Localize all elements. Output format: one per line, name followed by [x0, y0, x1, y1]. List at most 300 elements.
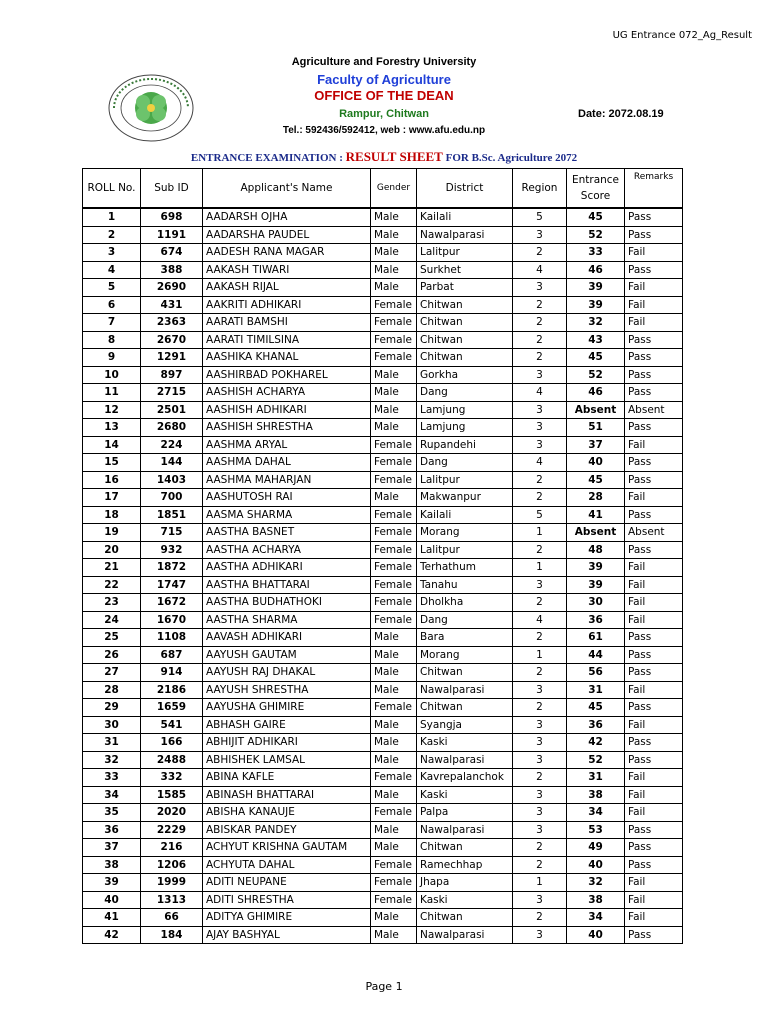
roll-no-cell: 20: [83, 541, 141, 559]
region-cell: 2: [513, 541, 567, 559]
roll-no-cell: 1: [83, 208, 141, 226]
name-cell: AAVASH ADHIKARI: [203, 629, 371, 647]
roll-no-cell: 24: [83, 611, 141, 629]
score-cell: Absent: [567, 524, 625, 542]
score-cell: 34: [567, 804, 625, 822]
title-prefix: ENTRANCE EXAMINATION :: [190, 152, 346, 164]
result-table: [82, 168, 683, 944]
gender-cell: Female: [371, 436, 417, 454]
col-district: District: [417, 169, 513, 209]
sub-id-cell: 1670: [141, 611, 203, 629]
region-cell: 4: [513, 384, 567, 402]
table-row: [83, 629, 683, 647]
district-cell: Kaski: [417, 734, 513, 752]
district-cell: Dang: [417, 384, 513, 402]
sub-id-cell: 388: [141, 261, 203, 279]
remarks-cell: Fail: [625, 874, 683, 892]
district-cell: Nawalparasi: [417, 751, 513, 769]
district-cell: Nawalparasi: [417, 681, 513, 699]
remarks-cell: Pass: [625, 331, 683, 349]
score-cell: 46: [567, 384, 625, 402]
location: Rampur, Chitwan: [339, 108, 429, 120]
table-row: [83, 226, 683, 244]
sub-id-cell: 674: [141, 244, 203, 262]
sub-id-cell: 1108: [141, 629, 203, 647]
name-cell: ABISHA KANAUJE: [203, 804, 371, 822]
district-cell: Kailali: [417, 506, 513, 524]
table-row: [83, 839, 683, 857]
name-cell: AASHISH ADHIKARI: [203, 401, 371, 419]
score-cell: 33: [567, 244, 625, 262]
name-cell: AAKRITI ADHIKARI: [203, 296, 371, 314]
district-cell: Kaski: [417, 891, 513, 909]
sub-id-cell: 715: [141, 524, 203, 542]
score-cell: 28: [567, 489, 625, 507]
remarks-cell: Fail: [625, 314, 683, 332]
gender-cell: Female: [371, 524, 417, 542]
score-cell: 48: [567, 541, 625, 559]
region-cell: 2: [513, 769, 567, 787]
sub-id-cell: 1585: [141, 786, 203, 804]
district-cell: Parbat: [417, 279, 513, 297]
district-cell: Chitwan: [417, 699, 513, 717]
remarks-cell: Pass: [625, 261, 683, 279]
region-cell: 3: [513, 751, 567, 769]
region-cell: 3: [513, 804, 567, 822]
roll-no-cell: 16: [83, 471, 141, 489]
sub-id-cell: 2186: [141, 681, 203, 699]
remarks-cell: Pass: [625, 699, 683, 717]
district-cell: Chitwan: [417, 296, 513, 314]
score-cell: 45: [567, 471, 625, 489]
roll-no-cell: 2: [83, 226, 141, 244]
table-row: [83, 384, 683, 402]
sub-id-cell: 1313: [141, 891, 203, 909]
district-cell: Nawalparasi: [417, 226, 513, 244]
name-cell: ADITYA GHIMIRE: [203, 909, 371, 927]
score-cell: 40: [567, 856, 625, 874]
roll-no-cell: 3: [83, 244, 141, 262]
gender-cell: Female: [371, 454, 417, 472]
district-cell: Nawalparasi: [417, 821, 513, 839]
region-cell: 3: [513, 366, 567, 384]
sub-id-cell: 2229: [141, 821, 203, 839]
table-row: [83, 594, 683, 612]
name-cell: AASTHA BUDHATHOKI: [203, 594, 371, 612]
table-row: [83, 611, 683, 629]
region-cell: 3: [513, 891, 567, 909]
score-cell: 53: [567, 821, 625, 839]
table-row: [83, 681, 683, 699]
table-row: [83, 559, 683, 577]
roll-no-cell: 11: [83, 384, 141, 402]
region-cell: 2: [513, 296, 567, 314]
col-sub-id: Sub ID: [141, 169, 203, 209]
table-row: [83, 786, 683, 804]
score-cell: 37: [567, 436, 625, 454]
name-cell: ABINA KAFLE: [203, 769, 371, 787]
roll-no-cell: 30: [83, 716, 141, 734]
roll-no-cell: 12: [83, 401, 141, 419]
gender-cell: Male: [371, 926, 417, 944]
roll-no-cell: 18: [83, 506, 141, 524]
table-row: [83, 261, 683, 279]
document-tag: UG Entrance 072_Ag_Result: [612, 30, 752, 41]
roll-no-cell: 15: [83, 454, 141, 472]
roll-no-cell: 19: [83, 524, 141, 542]
sub-id-cell: 1999: [141, 874, 203, 892]
gender-cell: Female: [371, 769, 417, 787]
roll-no-cell: 41: [83, 909, 141, 927]
sub-id-cell: 2680: [141, 419, 203, 437]
roll-no-cell: 28: [83, 681, 141, 699]
region-cell: 3: [513, 226, 567, 244]
score-cell: 45: [567, 699, 625, 717]
name-cell: AASHMA MAHARJAN: [203, 471, 371, 489]
district-cell: Makwanpur: [417, 489, 513, 507]
score-cell: 40: [567, 926, 625, 944]
remarks-cell: Pass: [625, 629, 683, 647]
region-cell: 4: [513, 454, 567, 472]
remarks-cell: Pass: [625, 471, 683, 489]
district-cell: Chitwan: [417, 909, 513, 927]
roll-no-cell: 8: [83, 331, 141, 349]
score-cell: 45: [567, 208, 625, 226]
remarks-cell: Pass: [625, 384, 683, 402]
name-cell: AASTHA SHARMA: [203, 611, 371, 629]
district-cell: Lalitpur: [417, 471, 513, 489]
district-cell: Chitwan: [417, 349, 513, 367]
region-cell: 3: [513, 279, 567, 297]
col-remarks: Remarks: [625, 169, 683, 209]
table-row: [83, 541, 683, 559]
district-cell: Dang: [417, 454, 513, 472]
sub-id-cell: 431: [141, 296, 203, 314]
district-cell: Morang: [417, 646, 513, 664]
name-cell: ACHYUT KRISHNA GAUTAM: [203, 839, 371, 857]
remarks-cell: Pass: [625, 454, 683, 472]
region-cell: 3: [513, 786, 567, 804]
remarks-cell: Fail: [625, 576, 683, 594]
roll-no-cell: 31: [83, 734, 141, 752]
roll-no-cell: 40: [83, 891, 141, 909]
gender-cell: Female: [371, 331, 417, 349]
name-cell: AASHUTOSH RAI: [203, 489, 371, 507]
district-cell: Lamjung: [417, 401, 513, 419]
sub-id-cell: 541: [141, 716, 203, 734]
table-row: [83, 751, 683, 769]
region-cell: 2: [513, 594, 567, 612]
region-cell: 2: [513, 839, 567, 857]
sub-id-cell: 2715: [141, 384, 203, 402]
name-cell: AASHIKA KHANAL: [203, 349, 371, 367]
name-cell: AASTHA BHATTARAI: [203, 576, 371, 594]
name-cell: AASMA SHARMA: [203, 506, 371, 524]
table-row: [83, 349, 683, 367]
region-cell: 2: [513, 244, 567, 262]
table-row: [83, 366, 683, 384]
region-cell: 4: [513, 611, 567, 629]
score-cell: 56: [567, 664, 625, 682]
sub-id-cell: 2690: [141, 279, 203, 297]
gender-cell: Male: [371, 208, 417, 226]
name-cell: AADARSHA PAUDEL: [203, 226, 371, 244]
score-cell: 39: [567, 296, 625, 314]
name-cell: AADARSH OJHA: [203, 208, 371, 226]
gender-cell: Male: [371, 489, 417, 507]
district-cell: Kailali: [417, 208, 513, 226]
region-cell: 1: [513, 559, 567, 577]
region-cell: 2: [513, 664, 567, 682]
gender-cell: Male: [371, 734, 417, 752]
table-row: [83, 314, 683, 332]
table-row: [83, 244, 683, 262]
roll-no-cell: 39: [83, 874, 141, 892]
gender-cell: Female: [371, 296, 417, 314]
score-cell: 36: [567, 716, 625, 734]
district-cell: Morang: [417, 524, 513, 542]
faculty-name: Faculty of Agriculture: [317, 72, 451, 87]
score-cell: 46: [567, 261, 625, 279]
table-row: [83, 769, 683, 787]
name-cell: ACHYUTA DAHAL: [203, 856, 371, 874]
region-cell: 2: [513, 909, 567, 927]
table-row: [83, 471, 683, 489]
roll-no-cell: 5: [83, 279, 141, 297]
remarks-cell: Pass: [625, 226, 683, 244]
region-cell: 3: [513, 716, 567, 734]
sub-id-cell: 184: [141, 926, 203, 944]
score-cell: 30: [567, 594, 625, 612]
roll-no-cell: 36: [83, 821, 141, 839]
remarks-cell: Pass: [625, 821, 683, 839]
sub-id-cell: 1672: [141, 594, 203, 612]
region-cell: 2: [513, 629, 567, 647]
gender-cell: Male: [371, 419, 417, 437]
date: Date: 2072.08.19: [578, 108, 664, 120]
name-cell: AADESH RANA MAGAR: [203, 244, 371, 262]
name-cell: ABINASH BHATTARAI: [203, 786, 371, 804]
name-cell: AAKASH RIJAL: [203, 279, 371, 297]
score-cell: 52: [567, 366, 625, 384]
district-cell: Syangja: [417, 716, 513, 734]
district-cell: Bara: [417, 629, 513, 647]
sub-id-cell: 2488: [141, 751, 203, 769]
remarks-cell: Pass: [625, 926, 683, 944]
sub-id-cell: 66: [141, 909, 203, 927]
score-cell: 38: [567, 891, 625, 909]
table-row: [83, 419, 683, 437]
region-cell: 5: [513, 506, 567, 524]
sub-id-cell: 1747: [141, 576, 203, 594]
region-cell: 3: [513, 401, 567, 419]
remarks-cell: Pass: [625, 506, 683, 524]
remarks-cell: Pass: [625, 664, 683, 682]
name-cell: ABHIJIT ADHIKARI: [203, 734, 371, 752]
score-cell: 51: [567, 419, 625, 437]
remarks-cell: Fail: [625, 891, 683, 909]
score-cell: 40: [567, 454, 625, 472]
gender-cell: Female: [371, 506, 417, 524]
region-cell: 3: [513, 926, 567, 944]
gender-cell: Female: [371, 541, 417, 559]
district-cell: Ramechhap: [417, 856, 513, 874]
region-cell: 2: [513, 489, 567, 507]
name-cell: AARATI TIMILSINA: [203, 331, 371, 349]
gender-cell: Male: [371, 716, 417, 734]
col-gender: Gender: [371, 169, 417, 209]
region-cell: 2: [513, 699, 567, 717]
col-applicant-name: Applicant's Name: [203, 169, 371, 209]
gender-cell: Male: [371, 226, 417, 244]
remarks-cell: Fail: [625, 436, 683, 454]
district-cell: Kavrepalanchok: [417, 769, 513, 787]
page-number: Page 1: [365, 980, 403, 993]
remarks-cell: Pass: [625, 751, 683, 769]
region-cell: 2: [513, 349, 567, 367]
roll-no-cell: 22: [83, 576, 141, 594]
table-row: [83, 804, 683, 822]
sub-id-cell: 166: [141, 734, 203, 752]
gender-cell: Female: [371, 856, 417, 874]
remarks-cell: Fail: [625, 681, 683, 699]
sub-id-cell: 2363: [141, 314, 203, 332]
roll-no-cell: 7: [83, 314, 141, 332]
name-cell: ABHASH GAIRE: [203, 716, 371, 734]
roll-no-cell: 29: [83, 699, 141, 717]
remarks-cell: Pass: [625, 349, 683, 367]
roll-no-cell: 13: [83, 419, 141, 437]
roll-no-cell: 37: [83, 839, 141, 857]
table-row: [83, 296, 683, 314]
score-cell: 39: [567, 576, 625, 594]
region-cell: 5: [513, 208, 567, 226]
gender-cell: Male: [371, 751, 417, 769]
gender-cell: Female: [371, 594, 417, 612]
roll-no-cell: 25: [83, 629, 141, 647]
score-cell: 41: [567, 506, 625, 524]
district-cell: Chitwan: [417, 664, 513, 682]
roll-no-cell: 10: [83, 366, 141, 384]
score-cell: 32: [567, 314, 625, 332]
gender-cell: Male: [371, 279, 417, 297]
roll-no-cell: 38: [83, 856, 141, 874]
table-row: [83, 891, 683, 909]
sub-id-cell: 1872: [141, 559, 203, 577]
table-row: [83, 909, 683, 927]
remarks-cell: Fail: [625, 279, 683, 297]
sub-id-cell: 897: [141, 366, 203, 384]
remarks-cell: Pass: [625, 419, 683, 437]
region-cell: 3: [513, 436, 567, 454]
gender-cell: Male: [371, 629, 417, 647]
name-cell: AASHISH ACHARYA: [203, 384, 371, 402]
table-header-row: [83, 169, 683, 209]
sub-id-cell: 700: [141, 489, 203, 507]
score-cell: 31: [567, 769, 625, 787]
region-cell: 2: [513, 856, 567, 874]
gender-cell: Male: [371, 664, 417, 682]
name-cell: AARATI BAMSHI: [203, 314, 371, 332]
remarks-cell: Pass: [625, 734, 683, 752]
remarks-cell: Fail: [625, 611, 683, 629]
remarks-cell: Absent: [625, 401, 683, 419]
name-cell: ABHISHEK LAMSAL: [203, 751, 371, 769]
district-cell: Chitwan: [417, 839, 513, 857]
remarks-cell: Fail: [625, 716, 683, 734]
roll-no-cell: 9: [83, 349, 141, 367]
district-cell: Tanahu: [417, 576, 513, 594]
title-highlight: RESULT SHEET: [345, 149, 443, 164]
gender-cell: Male: [371, 401, 417, 419]
name-cell: ABISKAR PANDEY: [203, 821, 371, 839]
roll-no-cell: 17: [83, 489, 141, 507]
gender-cell: Male: [371, 366, 417, 384]
name-cell: AAYUSH SHRESTHA: [203, 681, 371, 699]
gender-cell: Male: [371, 839, 417, 857]
roll-no-cell: 33: [83, 769, 141, 787]
sub-id-cell: 224: [141, 436, 203, 454]
name-cell: ADITI NEUPANE: [203, 874, 371, 892]
sub-id-cell: 932: [141, 541, 203, 559]
sub-id-cell: 1191: [141, 226, 203, 244]
gender-cell: Male: [371, 244, 417, 262]
table-row: [83, 208, 683, 226]
district-cell: Terhathum: [417, 559, 513, 577]
table-row: [83, 576, 683, 594]
remarks-cell: Fail: [625, 559, 683, 577]
gender-cell: Female: [371, 891, 417, 909]
table-row: [83, 279, 683, 297]
score-cell: 45: [567, 349, 625, 367]
table-row: [83, 646, 683, 664]
gender-cell: Male: [371, 384, 417, 402]
score-cell: 36: [567, 611, 625, 629]
region-cell: 4: [513, 261, 567, 279]
col-entrance-score: Entrance Score: [567, 169, 625, 209]
table-row: [83, 856, 683, 874]
remarks-cell: Fail: [625, 244, 683, 262]
name-cell: AASHMA ARYAL: [203, 436, 371, 454]
region-cell: 3: [513, 734, 567, 752]
district-cell: Dang: [417, 611, 513, 629]
sub-id-cell: 1659: [141, 699, 203, 717]
table-row: [83, 874, 683, 892]
name-cell: AASHMA DAHAL: [203, 454, 371, 472]
name-cell: AAYUSHA GHIMIRE: [203, 699, 371, 717]
name-cell: ADITI SHRESTHA: [203, 891, 371, 909]
name-cell: AASHIRBAD POKHAREL: [203, 366, 371, 384]
table-row: [83, 699, 683, 717]
region-cell: 2: [513, 331, 567, 349]
district-cell: Chitwan: [417, 314, 513, 332]
roll-no-cell: 32: [83, 751, 141, 769]
remarks-cell: Fail: [625, 804, 683, 822]
region-cell: 3: [513, 681, 567, 699]
roll-no-cell: 42: [83, 926, 141, 944]
gender-cell: Female: [371, 804, 417, 822]
name-cell: AASTHA ADHIKARI: [203, 559, 371, 577]
roll-no-cell: 23: [83, 594, 141, 612]
score-cell: Absent: [567, 401, 625, 419]
gender-cell: Male: [371, 821, 417, 839]
roll-no-cell: 35: [83, 804, 141, 822]
region-cell: 1: [513, 524, 567, 542]
remarks-cell: Pass: [625, 646, 683, 664]
name-cell: AASTHA BASNET: [203, 524, 371, 542]
gender-cell: Male: [371, 261, 417, 279]
district-cell: Chitwan: [417, 331, 513, 349]
